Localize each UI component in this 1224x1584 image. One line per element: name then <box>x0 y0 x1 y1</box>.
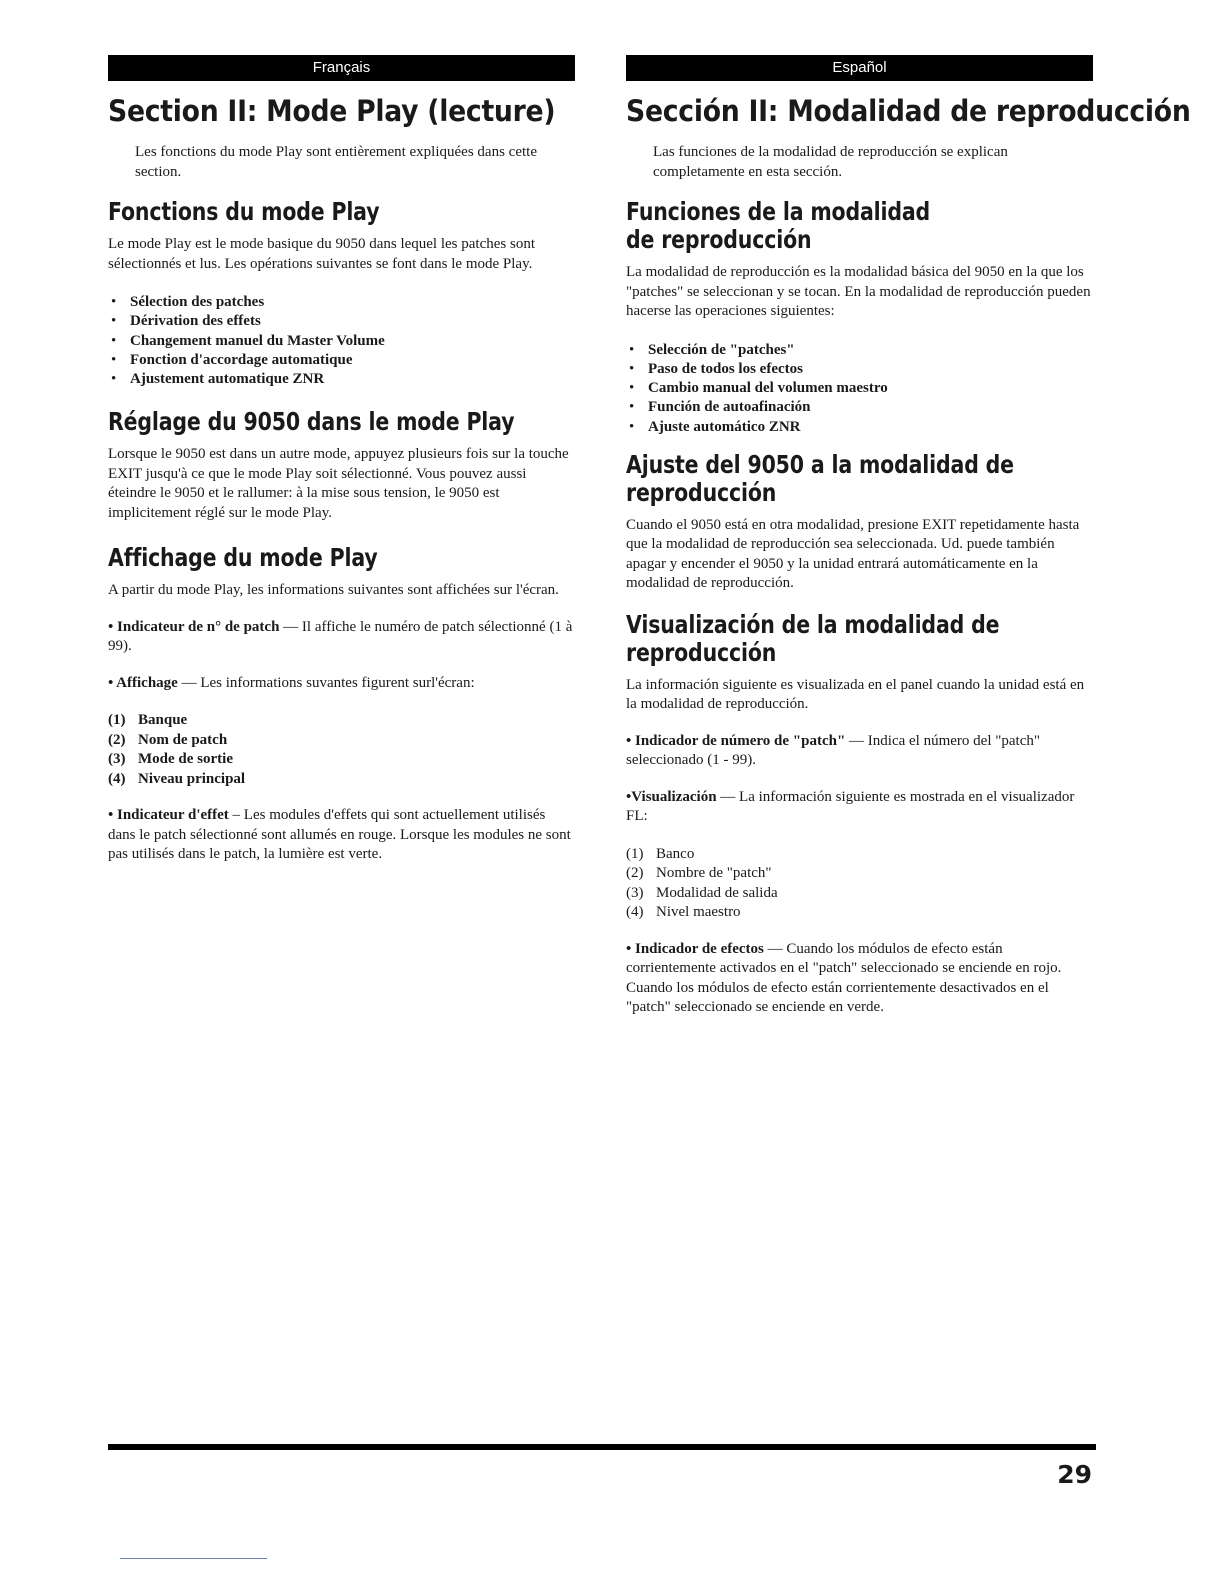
section-title-french: Section II: Mode Play (lecture) <box>108 94 556 128</box>
spanish-column <box>626 55 1191 1018</box>
list-item: • Selección de "patches" <box>626 341 1093 360</box>
list-item: • Fonction d'accordage automatique <box>108 351 575 370</box>
effect-indicator-item-spanish <box>626 940 1093 1018</box>
list-item: • Función de autoafinación <box>626 398 1093 417</box>
intro-french: Les fonctions du mode Play sont entièrement expliquées dans cette section. <box>135 144 537 180</box>
item-term: • Affichage <box>108 674 178 691</box>
list-text: Nombre de "patch" <box>656 865 772 882</box>
list-text: Banque <box>138 712 188 729</box>
list-text: Nivel maestro <box>656 904 741 921</box>
paragraph-play-functions-french: Le mode Play est le mode basique du 9050 dans lequel les patches sont sélectionnés et lus. Les opérations suivantes se font dans le mode Play. <box>108 236 535 272</box>
item-text: — Cuando los módulos de efecto están corrientemente activados en el "patch" seleccionado se enciende en rojo. Cuando los módulos de efecto están corrientemente desactivados en el "patch" seleccionado se enciende en verde. <box>626 940 1062 1016</box>
list-item: • Paso de todos los efectos <box>626 360 1093 379</box>
section-title-spanish: Sección II: Modalidad de reproducción <box>626 94 1191 128</box>
list-text: Modalidad de salida <box>656 884 778 901</box>
patch-indicator-item-french <box>108 618 575 657</box>
bottom-divider <box>120 1558 267 1559</box>
french-column <box>108 55 575 865</box>
list-item <box>108 711 575 731</box>
bullet-list-french <box>108 293 575 389</box>
list-number: (2) <box>108 731 126 748</box>
list-item: • Cambio manual del volumen maestro <box>626 379 1093 398</box>
item-text: — Il affiche le numéro de patch sélectionné (1 à 99). <box>108 618 573 655</box>
heading-play-functions-spanish: Funciones de la modalidad de reproducción <box>626 197 931 254</box>
paragraph-setting-french: Lorsque le 9050 est dans un autre mode, appuyez plusieurs fois sur la touche EXIT jusqu'à ce que le mode Play soit sélectionné. Vous pouvez aussi éteindre le 9050 et le rallumer: à la mise sous tension, le 9050 est implicitement réglé sur le mode Play. <box>108 446 569 521</box>
list-number: (1) <box>626 845 644 862</box>
item-term: • Indicador de número de "patch" <box>626 732 846 749</box>
list-item <box>108 750 575 770</box>
heading-display-spanish: Visualización de la modalidad de reproducción <box>626 609 1000 667</box>
display-item-french <box>108 674 575 694</box>
item-term: • Indicateur de n° de patch <box>108 618 280 635</box>
heading-play-functions-french: Fonctions du mode Play <box>108 197 380 226</box>
list-item: • Dérivation des effets <box>108 312 575 331</box>
list-number: (1) <box>108 712 126 729</box>
list-item: • Changement manuel du Master Volume <box>108 332 575 351</box>
patch-indicator-item-spanish <box>626 732 1093 771</box>
heading-setting-spanish: Ajuste del 9050 a la modalidad de reproducción <box>626 449 1014 507</box>
footer-rule <box>108 1444 1096 1450</box>
paragraph-play-functions-spanish: La modalidad de reproducción es la modalidad básica del 9050 en la que los "patches" se seleccionan y se tocan. En la modalidad de reproducción pueden hacerse las operaciones siguientes: <box>626 264 1091 319</box>
display-item-spanish <box>626 788 1093 827</box>
paragraph-display-spanish: La información siguiente es visualizada en el panel cuando la unidad está en la modalidad de reproducción. <box>626 676 1085 713</box>
item-term: • Indicateur d'effet <box>108 807 229 824</box>
list-item <box>108 770 575 790</box>
language-bar-french: Français <box>108 55 575 81</box>
list-item <box>626 903 1093 923</box>
list-item: • Ajustement automatique ZNR <box>108 370 575 389</box>
list-text: Nom de patch <box>138 731 228 748</box>
intro-spanish: Las funciones de la modalidad de reproducción se explican completamente en esta sección. <box>653 144 1008 180</box>
item-term: • Indicador de efectos <box>626 940 764 957</box>
item-text: — Indica el número del "patch" seleccionado (1 - 99). <box>626 732 1040 769</box>
item-term: •Visualización <box>626 788 717 805</box>
list-number: (3) <box>108 751 126 768</box>
list-number: (4) <box>108 770 126 787</box>
paragraph-display-french: A partir du mode Play, les informations suivantes sont affichées sur l'écran. <box>108 582 559 599</box>
list-item <box>626 884 1093 904</box>
item-text: – Les modules d'effets qui sont actuellement utilisés dans le patch sélectionné sont allumés en rouge. Lorsque les modules ne sont pas utilisés dans le patch, la lumière est verte. <box>108 807 571 863</box>
page-number: 29 <box>1057 1460 1092 1489</box>
item-text: — Les informations suvantes figurent surl'écran: <box>177 674 475 691</box>
numbered-list-french <box>108 711 575 789</box>
heading-display-french: Affichage du mode Play <box>108 543 378 573</box>
list-item: • Ajuste automático ZNR <box>626 418 1093 437</box>
list-item <box>626 864 1093 884</box>
list-number: (2) <box>626 865 644 882</box>
language-bar-spanish: Español <box>626 55 1093 81</box>
list-item: • Sélection des patches <box>108 293 575 312</box>
paragraph-setting-spanish: Cuando el 9050 está en otra modalidad, presione EXIT repetidamente hasta que la modalidad de reproducción sea seleccionada. Ud. puede también apagar y encender el 9050 y la unidad entrará automáticamente en la modalidad de reproducción. <box>626 516 1080 592</box>
list-number: (3) <box>626 884 644 901</box>
list-item <box>626 845 1093 865</box>
item-text: — La información siguiente es mostrada en el visualizador FL: <box>626 788 1075 825</box>
heading-setting-french: Réglage du 9050 dans le mode Play <box>108 407 515 437</box>
list-text: Mode de sortie <box>138 751 233 768</box>
numbered-list-spanish <box>626 845 1093 923</box>
list-text: Banco <box>656 845 695 862</box>
list-item <box>108 731 575 751</box>
list-number: (4) <box>626 904 644 921</box>
list-text: Niveau principal <box>138 770 246 787</box>
bullet-list-spanish <box>626 341 1093 437</box>
effect-indicator-item-french <box>108 806 575 865</box>
